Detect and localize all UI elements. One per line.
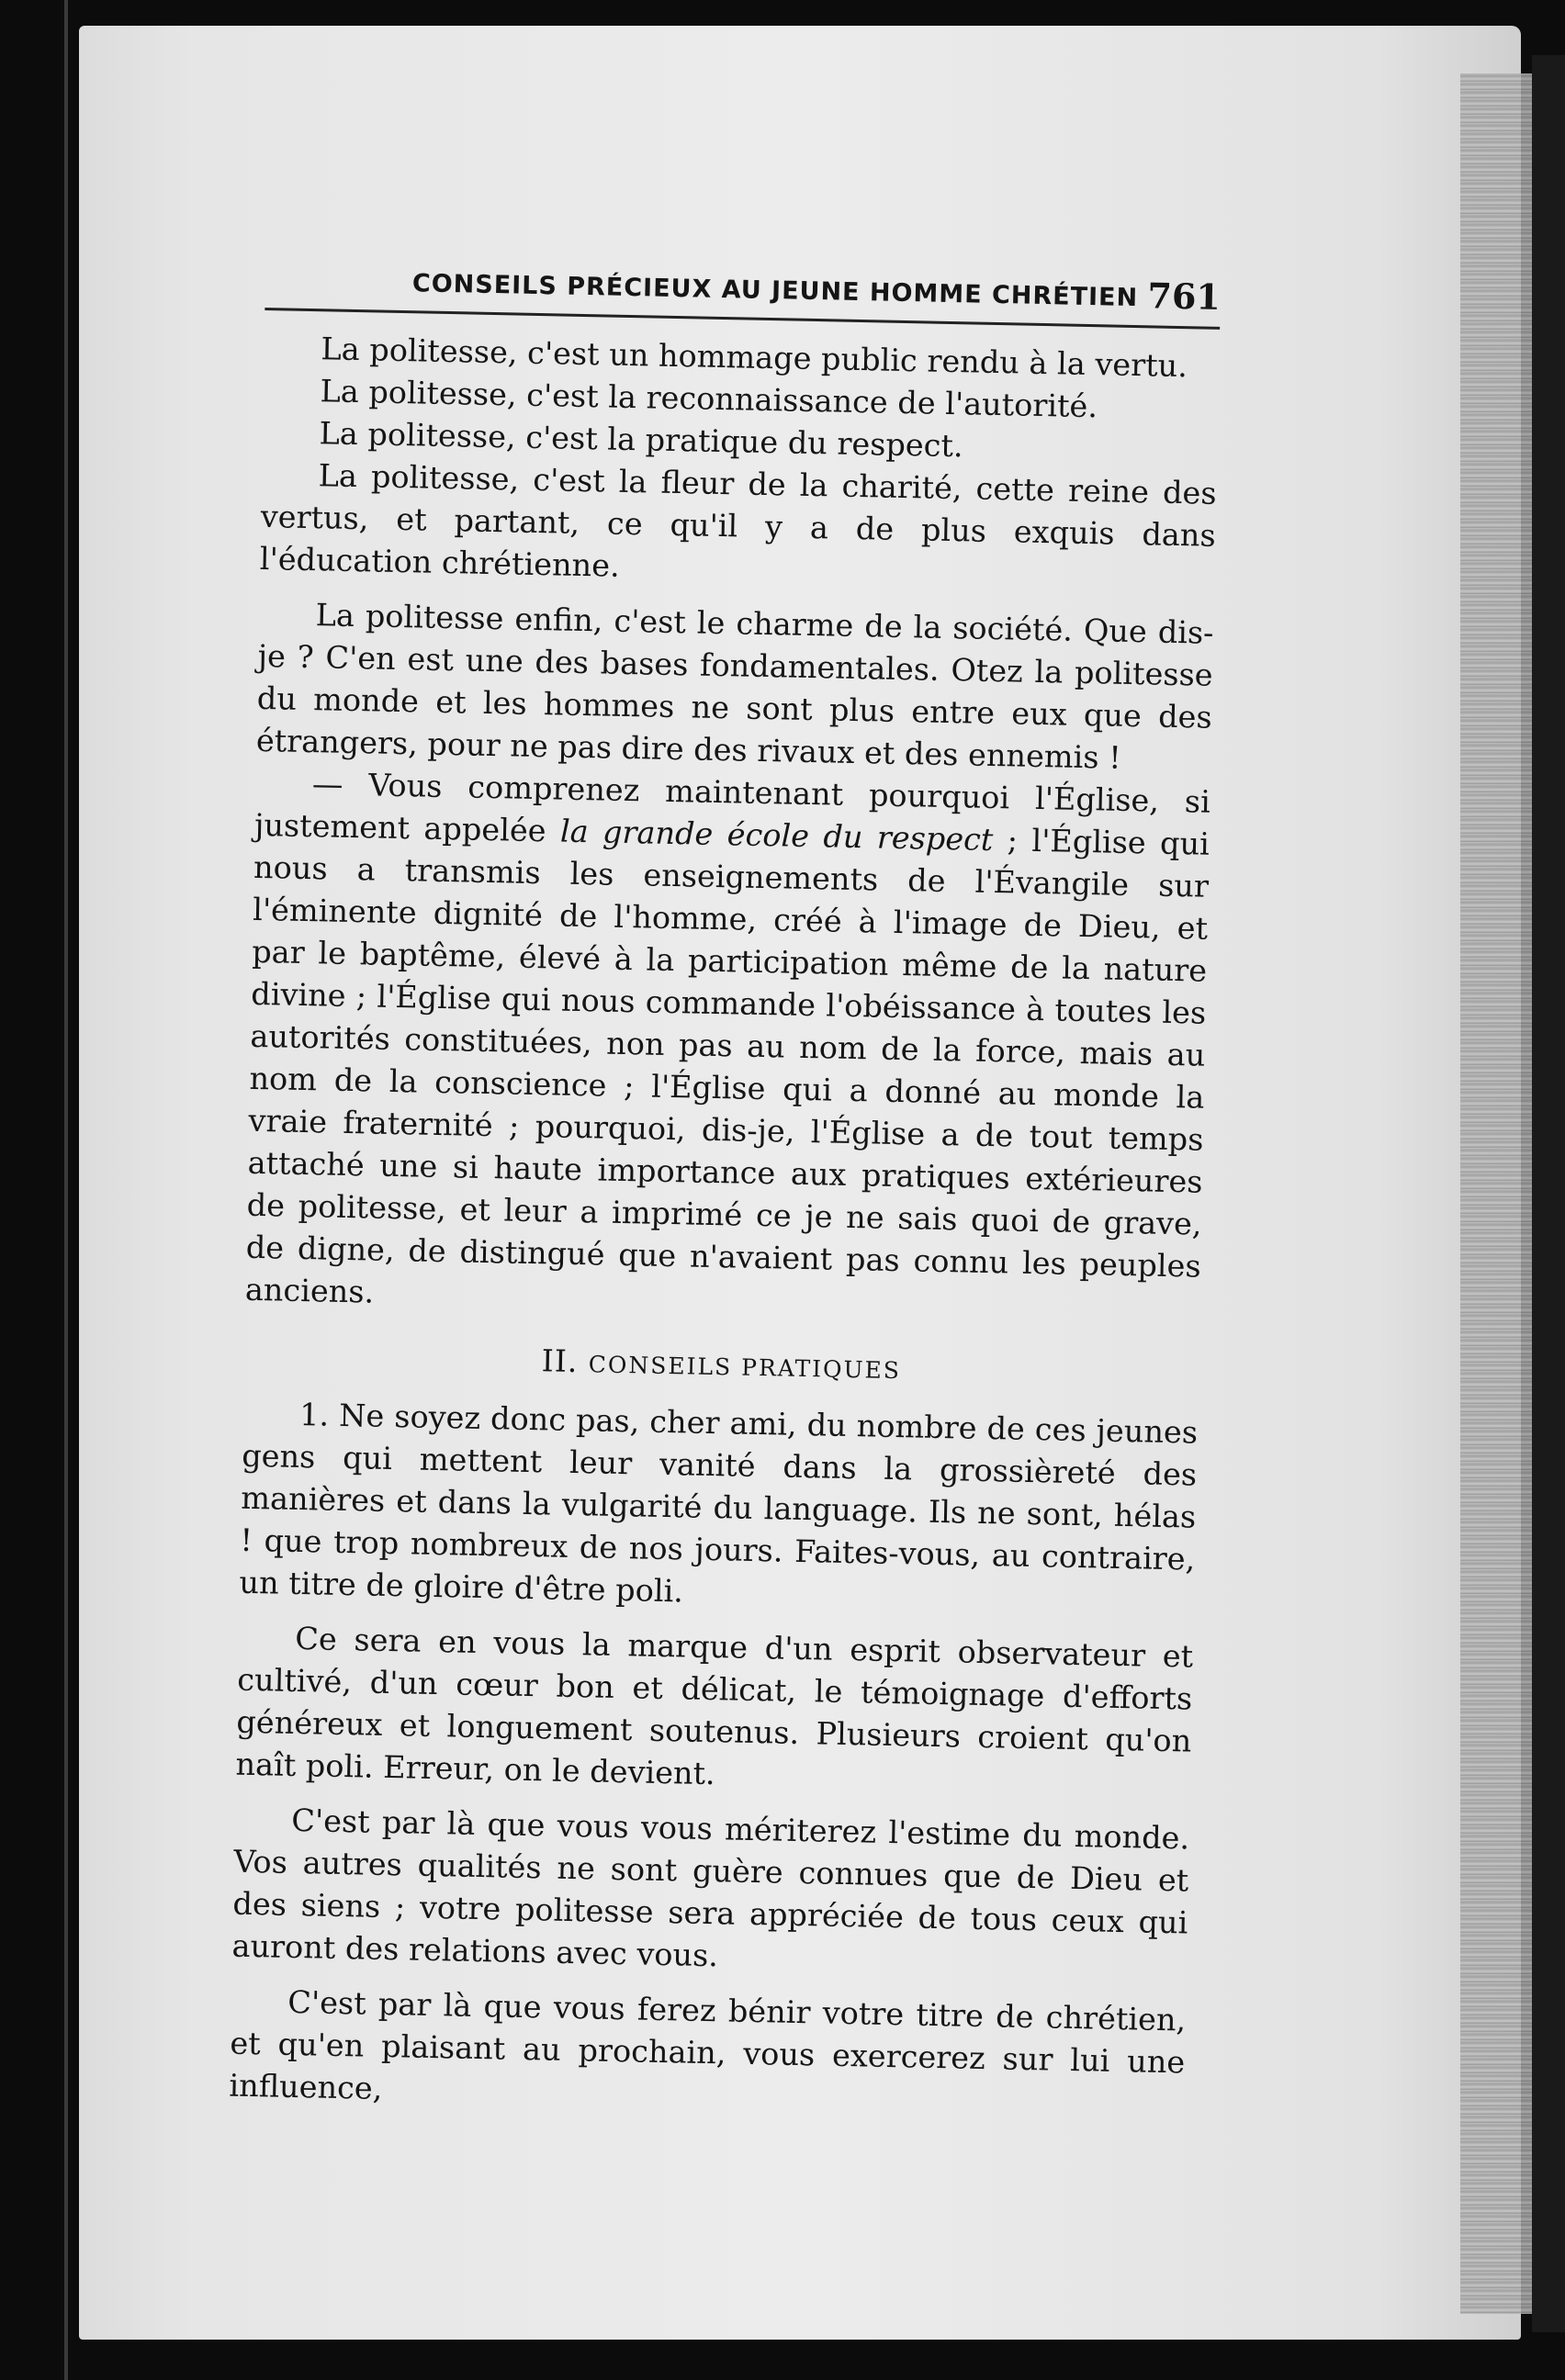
binding-gutter (64, 0, 68, 2380)
paragraph-conseil-3: C'est par là que vous vous mériterez l'estime du monde. Vos autres qualités ne sont guère connues que de Dieu et des siens ; votre politesse sera appréciée de tous ceux qui auront des relations avec vous. (231, 1802, 1190, 1974)
page-edge (1460, 73, 1532, 2314)
running-title: CONSEILS PRÉCIEUX AU JEUNE HOMME CHRÉTIEN (411, 269, 1139, 313)
page-number: 761 (1147, 275, 1222, 318)
paragraph-eglise (244, 762, 1210, 1330)
paragraph-eglise-start: — Vous comprenez maintenant pourquoi l'Église, si justement appelée (253, 766, 1211, 849)
paragraph-conseil-4: C'est par là que vous ferez bénir votre titre de chrétien, et qu'en plaisant au prochain, vous exercerez sur lui une influence, (229, 1983, 1187, 2106)
page-text (229, 234, 1222, 2126)
section-heading (243, 1337, 1199, 1392)
section-number: II. (541, 1342, 579, 1380)
page-shadow (1532, 55, 1565, 2332)
line-charite: La politesse, c'est la fleur de la charité, cette reine des vertus, et partant, ce qu'il y a de plus exquis dans l'éducation chrétienne. (259, 457, 1217, 584)
paragraph-conseil-2: Ce sera en vous la marque d'un esprit observateur et cultivé, d'un cœur bon et délicat, le témoignage d'efforts généreux et longuement soutenus. Plusieurs croient qu'on naît poli. Erreur, on le devient. (235, 1620, 1194, 1792)
section-title: CONSEILS PRATIQUES (588, 1351, 902, 1385)
line-hommage: La politesse, c'est un hommage public rendu à la vertu. (321, 331, 1188, 385)
line-autorite: La politesse, c'est la reconnaissance de l'autorité. (320, 373, 1098, 425)
paragraph-conseil-1: 1. Ne soyez donc pas, cher ami, du nombre de ces jeunes gens qui mettent leur vanité dans la grossièreté des manières et dans la vulgarité du language. Ils ne sont, hélas ! que trop nombreux de nos jours. Faites-vous, au contraire, un titre de gloire d'être poli. (239, 1396, 1199, 1610)
paragraph-eglise-end: ; l'Église qui nous a transmis les enseignements de l'Évangile sur l'éminente dignité de l'homme, créé à l'image de Dieu, et par le baptême, élevé à la participation même de la nature divine ; l'Église qui nous commande l'obéissance à toutes les autorités constituées, non pas au nom de la force, mais au nom de la conscience ; l'Église qui a donné au monde la vraie fraternité ; pourquoi, dis-je, l'Église a de tout temps attaché une si haute importance aux pratiques extérieures de politesse, et leur a imprimé ce je ne sais quoi de grave, de digne, de distingué que n'avaient pas connu les peuples anciens. (244, 822, 1210, 1310)
paragraph-enfin: La politesse enfin, c'est le charme de la société. Que dis-je ? C'en est une des bases fondamentales. Otez la politesse du monde et les hommes ne sont plus entre eux que des étrangers, pour ne pas dire des rivaux et des ennemis ! (255, 597, 1214, 776)
line-respect: La politesse, c'est la pratique du respect. (319, 415, 964, 465)
paragraph-eglise-emphasis: la grande école du respect (559, 813, 994, 859)
